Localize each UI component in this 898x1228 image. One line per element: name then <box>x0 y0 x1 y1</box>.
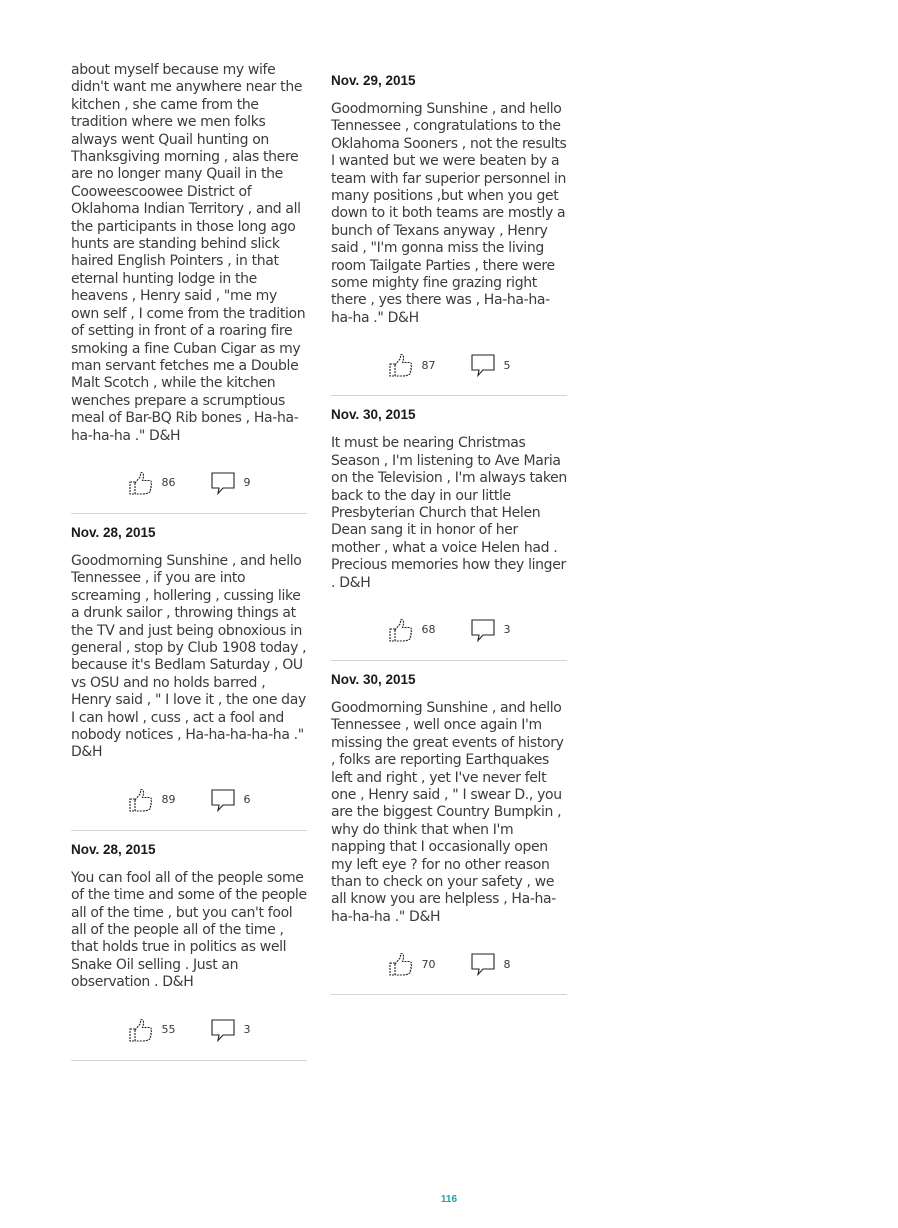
thumbs-up-icon[interactable] <box>388 353 414 377</box>
comment-stat[interactable] <box>470 952 511 976</box>
post-body: Goodmorning Sunshine , and hello Tennessee , if you are into screaming , hollering , cussing like a drunk sailor , throwing things at the TV and just being obnoxious in general , stop by Club 1908 today , because it's Bedlam Saturday , OU vs OSU and no holds barred , Henry said , " I love it , the one day I can howl , cuss , act a fool and nobody notices , Ha-ha-ha-ha-ha ." D&H <box>71 552 307 761</box>
post-body: about myself because my wife didn't want me anywhere near the kitchen , she came from the tradition where we men folks always went Quail hunting on Thanksgiving morning , alas there are no longer many Quail in the Cooweescoowee District of Oklahoma Indian Territory , and all the participants in those long ago hunts are standing behind slick haired English Pointers , in that eternal hunting lodge in the heavens , Henry said , "me my own self , I come from the tradition of setting in front of a roaring fire smoking a fine Cuban Cigar as my man servant fetches me a Double Malt Scotch , while the kitchen wenches prepare a scrumptious meal of Bar-BQ Rib bones , Ha-ha-ha-ha-ha ." D&H <box>71 62 306 444</box>
post-stats <box>71 463 307 514</box>
comment-stat[interactable] <box>210 788 251 812</box>
comment-bubble-icon[interactable] <box>210 788 236 812</box>
like-count: 68 <box>421 623 436 637</box>
comment-stat[interactable] <box>210 471 251 495</box>
comment-stat[interactable] <box>470 353 511 377</box>
post-stats <box>331 944 567 995</box>
like-count: 55 <box>161 1023 176 1037</box>
post-stats <box>331 610 567 661</box>
comment-stat[interactable] <box>470 618 511 642</box>
comment-bubble-icon[interactable] <box>210 1018 236 1042</box>
page-number: 116 <box>440 1194 458 1205</box>
post-entry <box>331 661 567 995</box>
post-body: Goodmorning Sunshine , and hello Tennessee , congratulations to the Oklahoma Sooners , not the results I wanted but we were beaten by a team with far superior personnel in many positions ,but when you get down to it both teams are mostly a bunch of Texans anyway , Henry said , "I'm gonna miss the living room Tailgate Parties , there were some mighty fine grazing right there , yes there was , Ha-ha-ha-ha-ha ." D&H <box>331 101 567 326</box>
comment-bubble-icon[interactable] <box>210 471 236 495</box>
post-entry <box>331 396 567 661</box>
post-date: Nov. 29, 2015 <box>331 73 416 88</box>
like-count: 87 <box>421 358 436 372</box>
like-stat[interactable] <box>128 788 176 812</box>
post-stats <box>71 780 307 831</box>
post-date: Nov. 28, 2015 <box>71 841 156 857</box>
post-date: Nov. 28, 2015 <box>71 524 156 540</box>
post-entry <box>71 514 307 831</box>
thumbs-up-icon[interactable] <box>388 952 414 976</box>
comment-count: 5 <box>503 358 511 372</box>
post-body: You can fool all of the people some of the time and some of the people all of the time , but you can't fool all of the people all of the time , that holds true in politics as well Snake Oil selling . Just an observation . D&H <box>71 869 307 991</box>
comment-count: 6 <box>243 793 251 807</box>
comment-bubble-icon[interactable] <box>470 353 496 377</box>
thumbs-up-icon[interactable] <box>128 1018 154 1042</box>
post-body: Goodmorning Sunshine , and hello Tennessee , well once again I'm missing the great events of history , folks are reporting Earthquakes left and right , yet I've never felt one , Henry said , " I swear D., you are the biggest Country Bumpkin , why do think that when I'm napping that I occasionally open my left eye ? for no other reason than to check on your safety , we all know you are helpless , Ha-ha-ha-ha-ha ." D&H <box>331 699 564 925</box>
like-stat[interactable] <box>388 353 436 377</box>
post-stats <box>331 345 567 396</box>
thumbs-up-icon[interactable] <box>128 788 154 812</box>
like-count: 89 <box>161 793 176 807</box>
like-stat[interactable] <box>388 952 436 976</box>
thumbs-up-icon[interactable] <box>128 471 154 495</box>
comment-count: 3 <box>503 623 511 637</box>
right-column <box>331 62 567 995</box>
post-stats <box>71 1010 307 1061</box>
like-stat[interactable] <box>388 618 436 642</box>
post-date: Nov. 30, 2015 <box>331 671 416 687</box>
post-body: It must be nearing Christmas Season , I'm listening to Ave Maria on the Television , I'm always taken back to the day in our little Presbyterian Church that Helen Dean sang it in honor of her mother , what a voice Helen had . Precious memories how they linger . D&H <box>331 435 567 591</box>
like-stat[interactable] <box>128 1018 176 1042</box>
comment-count: 3 <box>243 1023 251 1037</box>
like-count: 86 <box>161 476 176 490</box>
comment-bubble-icon[interactable] <box>470 618 496 642</box>
comment-count: 9 <box>243 476 251 490</box>
comment-stat[interactable] <box>210 1018 251 1042</box>
left-column <box>71 62 307 1061</box>
post-entry <box>71 62 307 514</box>
comment-count: 8 <box>503 957 511 971</box>
thumbs-up-icon[interactable] <box>388 618 414 642</box>
like-count: 70 <box>421 957 436 971</box>
like-stat[interactable] <box>128 471 176 495</box>
post-entry <box>331 62 567 396</box>
post-entry <box>71 831 307 1061</box>
comment-bubble-icon[interactable] <box>470 952 496 976</box>
post-date: Nov. 30, 2015 <box>331 407 416 423</box>
